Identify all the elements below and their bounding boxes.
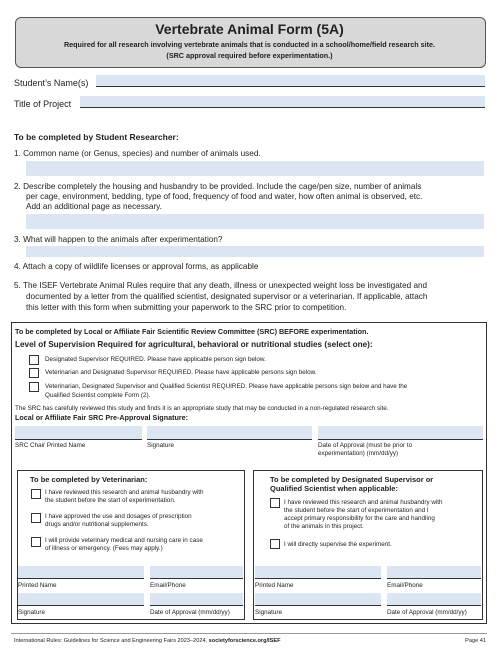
supervision-option-3-checkbox[interactable]	[29, 382, 39, 392]
vet-email-phone-label: Email/Phone	[150, 582, 186, 589]
form-subtitle-1: Required for all research involving vertebrate animals that is conducted in a school/home/field research site.	[63, 40, 436, 49]
supervisor-item-1-line-4: of the animals in this project.	[284, 523, 364, 530]
src-date-underline	[318, 439, 483, 440]
question-1: 1. Common name (or Genus, species) and number of animals used.	[14, 149, 261, 158]
vet-signature-label: Signature	[18, 609, 45, 616]
project-title-label: Title of Project	[14, 99, 72, 109]
footer-rule	[11, 633, 487, 634]
vet-email-phone-input[interactable]	[150, 566, 243, 578]
vet-item-3-checkbox[interactable]	[31, 537, 41, 547]
vet-item-2-checkbox[interactable]	[31, 513, 41, 523]
students-names-underline	[96, 86, 485, 87]
question-2-line-1: 2. Describe completely the housing and husbandry to be provided. Include the cage/pen size, number of animals	[14, 182, 422, 191]
vet-date-underline	[150, 605, 243, 606]
src-date-label-1: Date of Approval (must be prior to	[318, 442, 413, 449]
src-signature-input[interactable]	[147, 426, 312, 439]
vet-item-3-line-2: of illness or emergency. (Fees may apply.)	[45, 545, 163, 552]
src-chair-name-underline	[15, 439, 142, 440]
footer-text	[14, 638, 280, 644]
supervisor-item-1-line-2: the student before the start of experimentation and I	[284, 507, 429, 514]
src-chair-name-label: SRC Chair Printed Name	[15, 442, 86, 449]
student-section-heading: To be completed by Student Researcher:	[14, 132, 179, 142]
supervision-option-3-label-1: Veterinarian, Designated Supervisor and Qualified Scientist REQUIRED. Please have applicable persons sign below and have the	[45, 383, 408, 390]
project-title-input[interactable]	[80, 96, 485, 107]
footer-guidelines-text: International Rules: Guidelines for Science and Engineering Fairs 2023–2024,	[14, 638, 209, 644]
supervisor-date-underline	[387, 605, 481, 606]
question-1-answer[interactable]	[26, 161, 484, 176]
vet-item-3-line-1: I will provide veterinary medical and nursing care in case	[45, 537, 203, 544]
vet-signature-input[interactable]	[18, 593, 144, 605]
supervisor-signature-label: Signature	[255, 609, 282, 616]
supervisor-date-label: Date of Approval (mm/dd/yy)	[387, 609, 467, 616]
vet-item-1-line-1: I have reviewed this research and animal husbandry with	[45, 489, 204, 496]
preapproval-heading: Local or Affiliate Fair SRC Pre-Approval Signature:	[15, 413, 189, 422]
footer-link[interactable]: societyforscience.org/ISEF	[208, 638, 281, 644]
supervision-option-3-label-2: Qualified Scientist complete Form (2).	[45, 392, 151, 399]
vet-date-label: Date of Approval (mm/dd/yy)	[150, 609, 230, 616]
question-2-line-2: per cage, environment, bedding, type of food, frequency of food and water, how often animal is observed, etc.	[26, 192, 423, 201]
supervisor-item-2-checkbox[interactable]	[270, 539, 280, 549]
question-5-line-2: documented by a letter from the qualified scientist, designated supervisor or a veterinarian. If applicable, attach	[26, 292, 428, 301]
form-subtitle-2: (SRC approval required before experimentation.)	[166, 51, 333, 60]
supervision-heading: Level of Supervision Required for agricultural, behavioral or nutritional studies (select one):	[15, 340, 373, 349]
src-signature-label: Signature	[147, 442, 174, 449]
supervisor-printed-name-input[interactable]	[255, 566, 381, 578]
supervision-option-1-label: Designated Supervisor REQUIRED. Please have applicable person sign below.	[45, 356, 266, 363]
question-5-line-3: this letter with this form when submitting your paperwork to the SRC prior to competition.	[26, 303, 347, 312]
src-statement: The SRC has carefully reviewed this study and finds it is an appropriate study that may be conducted in a non-regulated research site.	[15, 405, 389, 412]
vet-printed-name-underline	[18, 578, 144, 579]
veterinarian-heading: To be completed by Veterinarian:	[30, 475, 148, 484]
supervisor-printed-name-underline	[255, 578, 381, 579]
vet-signature-underline	[18, 605, 144, 606]
src-date-label-2: experimentation) (mm/dd/yy)	[318, 450, 399, 457]
supervisor-item-1-line-1: I have reviewed this research and animal husbandry with	[284, 499, 443, 506]
supervision-option-1-checkbox[interactable]	[29, 355, 39, 365]
supervisor-item-2-label: I will directly supervise the experiment.	[284, 541, 392, 548]
src-date-input[interactable]	[318, 426, 483, 439]
vet-item-1-checkbox[interactable]	[31, 489, 41, 499]
supervisor-signature-input[interactable]	[255, 593, 381, 605]
question-5-line-1: 5. The ISEF Vertebrate Animal Rules require that any death, illness or unexpected weight loss be investigated and	[14, 281, 428, 290]
supervisor-signature-underline	[255, 605, 381, 606]
vet-item-1-line-2: the student before the start of experimentation.	[45, 497, 176, 504]
src-section-heading: To be completed by Local or Affiliate Fair Scientific Review Committee (SRC) BEFORE experimentation.	[15, 327, 369, 336]
supervision-option-2-checkbox[interactable]	[29, 368, 39, 378]
supervisor-printed-name-label: Printed Name	[255, 582, 294, 589]
supervisor-email-phone-label: Email/Phone	[387, 582, 423, 589]
form-title: Vertebrate Animal Form (5A)	[155, 21, 344, 37]
supervisor-heading-1: To be completed by Designated Supervisor or	[270, 475, 434, 484]
question-3-answer[interactable]	[26, 246, 484, 257]
question-2-line-3: Add an additional page as necessary.	[26, 202, 162, 211]
supervision-option-2-label: Veterinarian and Designated Supervisor REQUIRED. Please have applicable persons sign below.	[45, 369, 317, 376]
supervisor-item-1-line-3: accept primary responsibility for the care and handling	[284, 515, 435, 522]
vet-printed-name-input[interactable]	[18, 566, 144, 578]
src-chair-name-input[interactable]	[15, 426, 142, 439]
question-3: 3. What will happen to the animals after experimentation?	[14, 235, 223, 244]
src-signature-underline	[147, 439, 312, 440]
supervisor-email-phone-input[interactable]	[387, 566, 481, 578]
question-2-answer[interactable]	[26, 214, 484, 229]
students-names-label: Student’s Name(s)	[14, 78, 89, 88]
project-title-underline	[80, 107, 485, 108]
vet-item-2-line-1: I have approved the use and dosages of prescription	[45, 513, 192, 520]
supervisor-email-phone-underline	[387, 578, 481, 579]
vet-item-2-line-2: drugs and/or nutritional supplements.	[45, 521, 149, 528]
vet-email-phone-underline	[150, 578, 243, 579]
vet-printed-name-label: Printed Name	[18, 582, 57, 589]
supervisor-item-1-checkbox[interactable]	[270, 498, 280, 508]
page-number: Page 41	[465, 638, 486, 644]
supervisor-heading-2: Qualified Scientist when applicable:	[270, 484, 398, 493]
question-4: 4. Attach a copy of wildlife licenses or approval forms, as applicable	[14, 262, 259, 271]
vet-date-input[interactable]	[150, 593, 243, 605]
students-names-input[interactable]	[96, 75, 485, 86]
supervisor-date-input[interactable]	[387, 593, 481, 605]
